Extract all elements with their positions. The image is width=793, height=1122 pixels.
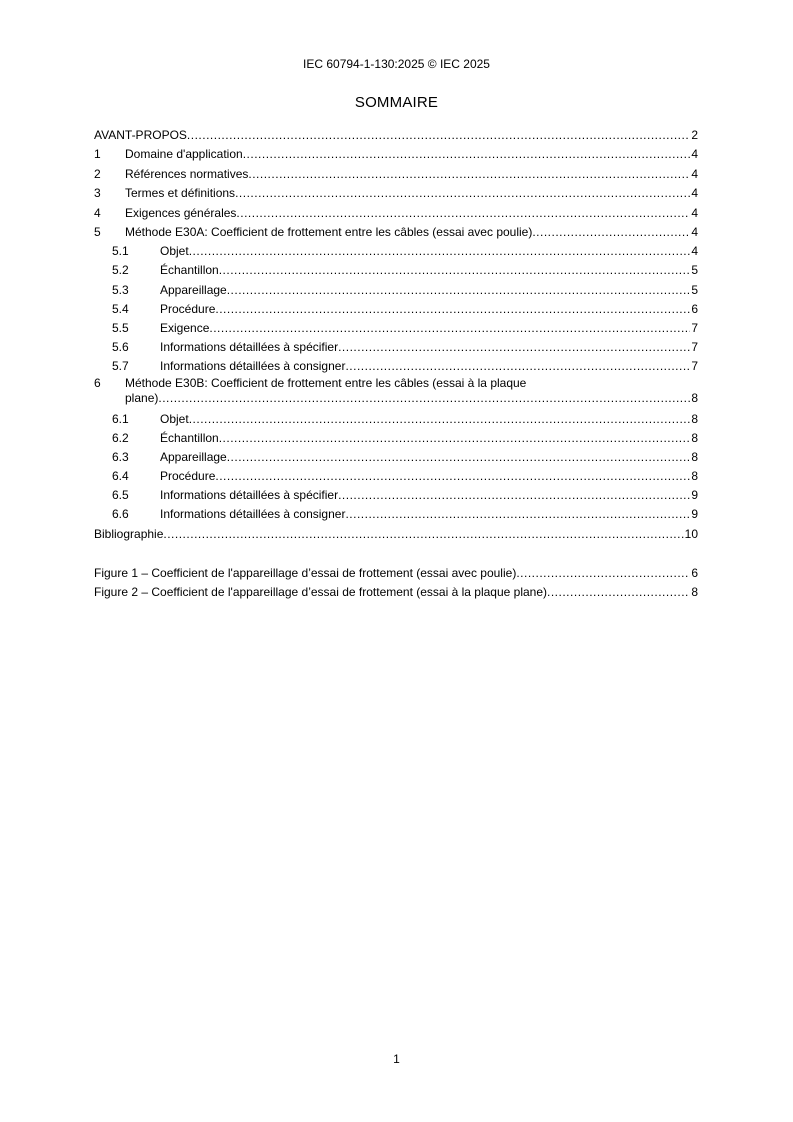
toc-entry-number: 5.6 <box>112 339 129 354</box>
toc-entry-label: AVANT-PROPOS <box>94 128 187 142</box>
toc-entry-label: Objet <box>160 412 189 426</box>
toc-entry-6-4[interactable] <box>94 467 698 486</box>
toc-entry-figure-2[interactable] <box>94 583 698 602</box>
toc-entry-page: 10 <box>684 526 698 541</box>
toc-entry-page: 8 <box>691 585 698 600</box>
leader-dots <box>516 564 690 583</box>
toc-entry-number: 3 <box>94 186 101 201</box>
toc-entry-5-3[interactable] <box>94 281 698 300</box>
toc-entry-bibliography[interactable] <box>94 525 698 544</box>
leader-dots <box>215 467 690 486</box>
section-spacer <box>94 544 698 564</box>
leader-dots <box>547 583 690 602</box>
page-number: 1 <box>393 1052 400 1066</box>
document-header: IEC 60794-1-130:2025 © IEC 2025 <box>303 57 490 71</box>
leader-dots <box>236 204 690 223</box>
leader-dots <box>163 525 683 544</box>
toc-entry-number: 6.5 <box>112 488 129 503</box>
toc-entry-label: Figure 2 – Coefficient de l'appareillage d’essai de frottement (essai à la plaque plane) <box>94 585 548 600</box>
leader-dots <box>345 505 690 524</box>
toc-entry-label: Termes et définitions <box>125 186 236 201</box>
toc-entry-page: 4 <box>691 147 698 162</box>
toc-entry-page: 8 <box>691 431 698 446</box>
toc-entry-page: 6 <box>691 301 698 316</box>
leader-dots <box>227 281 691 300</box>
toc-entry-number: 5.5 <box>112 320 129 335</box>
leader-dots <box>345 357 690 376</box>
leader-dots <box>248 165 690 184</box>
toc-entry-page: 5 <box>691 263 698 278</box>
toc-entry-number: 2 <box>94 166 101 181</box>
toc-entry-5-4[interactable] <box>94 300 698 319</box>
toc-entry-5-1[interactable] <box>94 242 698 261</box>
toc-entry-label: Références normatives <box>125 166 249 181</box>
toc-entry-page: 4 <box>691 186 698 201</box>
toc-entry-page: 4 <box>691 244 698 259</box>
toc-entry-page: 8 <box>691 412 698 426</box>
toc-entry-page: 9 <box>691 507 698 522</box>
leader-dots <box>215 300 690 319</box>
toc-entry-page: 9 <box>691 488 698 503</box>
toc-entry-number: 5.2 <box>112 263 129 278</box>
leader-dots <box>338 338 690 357</box>
toc-entry-number: 6.2 <box>112 431 129 446</box>
toc-entry-number: 6 <box>94 376 101 390</box>
leader-dots <box>227 448 691 467</box>
table-of-contents <box>94 126 698 603</box>
toc-entry-number: 6.3 <box>112 450 129 465</box>
toc-entry-6-6[interactable] <box>94 505 698 524</box>
toc-entry-page: 8 <box>691 391 698 405</box>
toc-entry-number: 5 <box>94 224 101 239</box>
toc-entry-label: Bibliographie <box>94 526 164 541</box>
toc-entry-number: 4 <box>94 205 101 220</box>
toc-entry-label: Procédure <box>160 301 216 316</box>
toc-entry-number: 6.6 <box>112 507 129 522</box>
toc-entry-number: 5.4 <box>112 301 129 316</box>
leader-dots <box>243 145 691 164</box>
toc-entry-label: Échantillon <box>160 263 219 278</box>
toc-entry-page: 6 <box>691 565 698 580</box>
toc-entry-5-6[interactable] <box>94 338 698 357</box>
page-title: SOMMAIRE <box>354 94 439 111</box>
toc-entry-page: 4 <box>691 166 698 181</box>
toc-entry-clause-2[interactable] <box>94 165 698 184</box>
toc-entry-6-1[interactable] <box>94 410 698 429</box>
toc-entry-5-5[interactable] <box>94 319 698 338</box>
toc-entry-clause-1[interactable] <box>94 145 698 164</box>
toc-entry-label: Appareillage <box>160 282 227 297</box>
toc-entry-number: 5.7 <box>112 358 129 373</box>
leader-dots <box>209 319 690 338</box>
toc-entry-label: Figure 1 – Coefficient de l'appareillage d’essai de frottement (essai avec poulie) <box>94 565 517 580</box>
toc-entry-clause-5[interactable] <box>94 223 698 242</box>
toc-entry-label: Domaine d'application <box>125 147 243 162</box>
toc-entry-label-line2: plane) <box>125 391 159 405</box>
toc-entry-number: 5.1 <box>112 244 129 259</box>
leader-dots <box>187 126 690 145</box>
leader-dots <box>158 391 690 406</box>
leader-dots <box>219 429 691 448</box>
leader-dots <box>189 242 691 261</box>
toc-entry-label-line1: Méthode E30B: Coefficient de frottement entre les câbles (essai à la plaque <box>125 376 527 390</box>
leader-dots <box>219 261 691 280</box>
toc-entry-number: 1 <box>94 147 101 162</box>
toc-entry-page: 8 <box>691 450 698 465</box>
toc-entry-page: 7 <box>691 320 698 335</box>
leader-dots <box>235 184 690 203</box>
toc-entry-label: Informations détaillées à consigner <box>160 358 346 373</box>
toc-entry-label: Informations détaillées à consigner <box>160 507 346 522</box>
toc-entry-label: Objet <box>160 244 189 259</box>
toc-entry-page: 4 <box>691 205 698 220</box>
leader-dots <box>532 223 690 242</box>
toc-entry-6-2[interactable] <box>94 429 698 448</box>
toc-entry-page: 8 <box>691 469 698 484</box>
toc-entry-clause-3[interactable] <box>94 184 698 203</box>
toc-entry-page: 7 <box>691 339 698 354</box>
toc-entry-6-3[interactable] <box>94 448 698 467</box>
toc-entry-label: Procédure <box>160 469 216 484</box>
toc-entry-number: 5.3 <box>112 282 129 297</box>
toc-entry-foreword[interactable] <box>94 126 698 145</box>
toc-entry-clause-4[interactable] <box>94 204 698 223</box>
toc-entry-page: 5 <box>691 282 698 297</box>
toc-entry-label: Appareillage <box>160 450 227 465</box>
toc-entry-label: Informations détaillées à spécifier <box>160 488 339 503</box>
toc-entry-number: 6.4 <box>112 469 129 484</box>
toc-entry-label: Informations détaillées à spécifier <box>160 339 339 354</box>
leader-dots <box>189 410 691 429</box>
toc-entry-page: 7 <box>691 358 698 373</box>
toc-entry-label: Méthode E30A: Coefficient de frottement entre les câbles (essai avec poulie) <box>125 224 533 239</box>
leader-dots <box>338 486 690 505</box>
toc-entry-5-2[interactable] <box>94 261 698 280</box>
toc-entry-label: Exigence <box>160 320 210 335</box>
toc-entry-page: 4 <box>691 224 698 239</box>
toc-entry-number: 6.1 <box>112 412 129 426</box>
toc-entry-5-7[interactable] <box>94 357 698 376</box>
toc-entry-label: Exigences générales <box>125 205 237 220</box>
toc-entry-clause-6[interactable] <box>94 376 698 406</box>
toc-entry-label: Échantillon <box>160 431 219 446</box>
toc-entry-figure-1[interactable] <box>94 564 698 583</box>
toc-entry-page: 2 <box>691 128 698 142</box>
toc-entry-6-5[interactable] <box>94 486 698 505</box>
